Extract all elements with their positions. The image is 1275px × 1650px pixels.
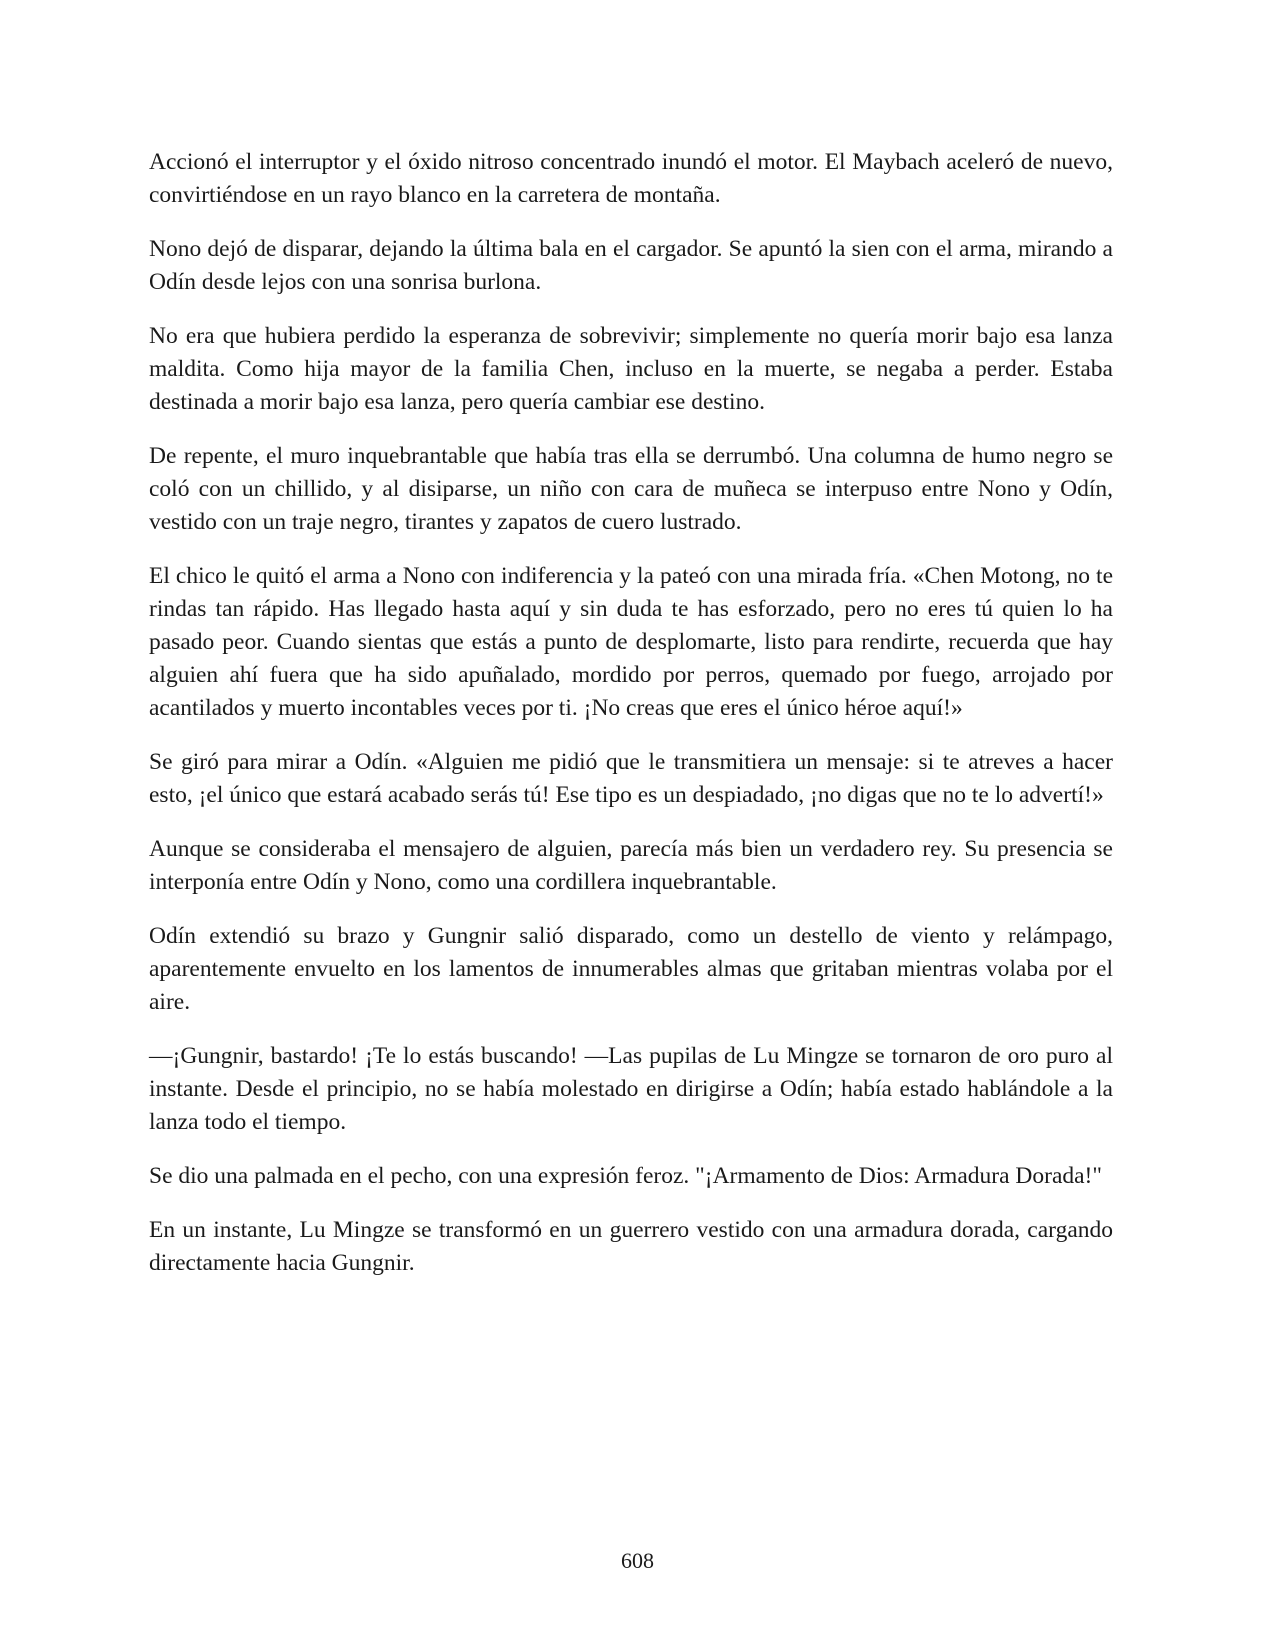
paragraph-11: En un instante, Lu Mingze se transformó en un guerrero vestido con una armadura dorada, cargando directamente hacia Gungnir.: [149, 1217, 1113, 1276]
paragraph-7: Aunque se consideraba el mensajero de alguien, parecía más bien un verdadero rey. Su presencia se interponía entre Odín y Nono, como una cordillera inquebrantable.: [149, 836, 1113, 895]
paragraph-8: Odín extendió su brazo y Gungnir salió disparado, como un destello de viento y relámpago, aparentemente envuelto en los lamentos de innumerables almas que gritaban mientras volaba por el aire.: [149, 923, 1113, 1015]
paragraph-3: No era que hubiera perdido la esperanza de sobrevivir; simplemente no quería morir bajo esa lanza maldita. Como hija mayor de la familia Chen, incluso en la muerte, se negaba a perder. Estaba destinada a morir bajo esa lanza, pero quería cambiar ese destino.: [149, 323, 1113, 415]
paragraph-1: Accionó el interruptor y el óxido nitroso concentrado inundó el motor. El Maybach aceleró de nuevo, convirtiéndose en un rayo blanco en la carretera de montaña.: [149, 149, 1113, 208]
paragraph-5: El chico le quitó el arma a Nono con indiferencia y la pateó con una mirada fría. «Chen Motong, no te rindas tan rápido. Has llegado hasta aquí y sin duda te has esforzado, pero no eres tú quien lo ha pasado peor. Cuando sientas que estás a punto de desplomarte, listo para rendirte, recuerda que hay alguien ahí fuera que ha sido apuñalado, mordido por perros, quemado por fuego, arrojado por acantilados y muerto incontables veces por ti. ¡No creas que eres el único héroe aquí!»: [149, 563, 1113, 721]
paragraph-9: —¡Gungnir, bastardo! ¡Te lo estás buscando! —Las pupilas de Lu Mingze se tornaron de oro puro al instante. Desde el principio, no se había molestado en dirigirse a Odín; había estado hablándole a la lanza todo el tiempo.: [149, 1043, 1113, 1135]
paragraph-2: Nono dejó de disparar, dejando la última bala en el cargador. Se apuntó la sien con el arma, mirando a Odín desde lejos con una sonrisa burlona.: [149, 236, 1113, 295]
page-number: 608: [621, 1548, 654, 1573]
paragraph-10: Se dio una palmada en el pecho, con una expresión feroz. "¡Armamento de Dios: Armadura Dorada!": [149, 1163, 1102, 1189]
paragraph-6: Se giró para mirar a Odín. «Alguien me pidió que le transmitiera un mensaje: si te atreves a hacer esto, ¡el único que estará acabado serás tú! Ese tipo es un despiadado, ¡no digas que no te lo advertí!»: [149, 749, 1113, 808]
paragraph-4: De repente, el muro inquebrantable que había tras ella se derrumbó. Una columna de humo negro se coló con un chillido, y al disiparse, un niño con cara de muñeca se interpuso entre Nono y Odín, vestido con un traje negro, tirantes y zapatos de cuero lustrado.: [149, 443, 1113, 535]
body-text: [149, 146, 1113, 1301]
